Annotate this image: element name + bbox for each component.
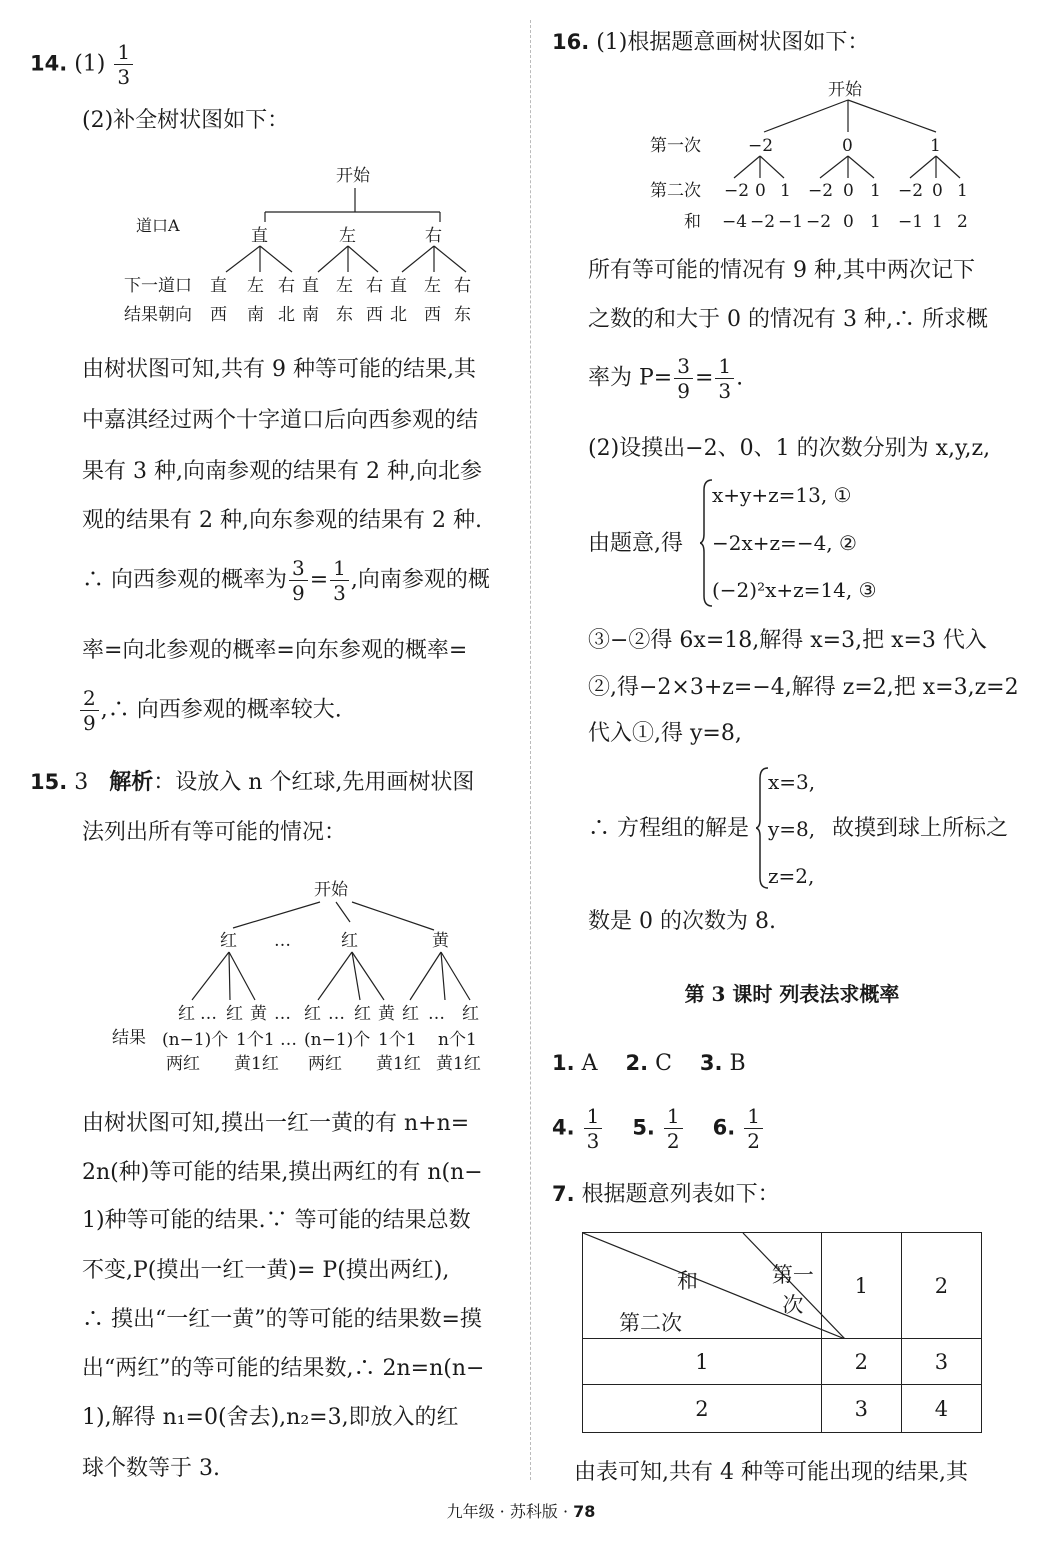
q15-text-line: 出“两红”的等可能的结果数,∴ 2n=n(n− [82,1356,485,1381]
section-title: 第 3 课时 列表法求概率 [684,982,900,1006]
q15-text-line: 1)种等可能的结果.∵ 等可能的结果总数 [82,1208,471,1233]
q16-equation: −2x+z=−4, ② [712,531,857,555]
q15-tree-node: 红 [304,1004,321,1024]
fraction-numerator: 1 [715,354,734,379]
table-row [583,1339,982,1385]
q15-tree-result: 黄1红 [234,1054,279,1074]
answer-number: 3. [699,1051,723,1075]
table-row-header: 2 [583,1385,822,1433]
page-footer [0,1499,1042,1522]
answer-number: 6. [712,1115,736,1140]
q14-tree-node: 右 [366,276,383,296]
q16-part1 [552,32,869,54]
table-cell: 2 [821,1339,901,1385]
page-number: 78 [573,1502,596,1521]
answers-row-2 [552,1104,765,1153]
q16-text-line: 数是 0 的次数为 8. [588,909,776,934]
q15-tree-node: … [428,1004,445,1024]
q14-tree-node: 左 [247,276,264,296]
q16-tree-node: −2 [724,181,750,201]
q14-part2-label: (2)补全树状图如下： [82,108,290,133]
q14-tree-result: 西 [366,305,383,325]
table-row-header: 1 [583,1339,822,1385]
answer-value: B [729,1051,746,1076]
q16-solution-suffix: 故摸到球上所标之 [832,816,1009,841]
q14-text-line: 中嘉淇经过两个十字道口后向西参观的结 [82,408,479,433]
fraction-denominator: 9 [292,581,305,605]
answer-value: A [581,1051,598,1076]
q14-tree-result: 西 [210,305,227,325]
q14-tree-result: 南 [302,305,319,325]
answer-number: 5. [632,1115,655,1140]
q15-tree-node: 红 [226,1004,243,1024]
q16-tree-node: −1 [898,212,924,232]
fraction-denominator: 3 [333,581,346,605]
q16-tree-node: 1 [957,181,968,201]
q14-text-line: 果有 3 种,向南参观的结果有 2 种,向北参 [82,459,482,484]
q16-tree-node: 1 [932,212,943,232]
fraction-numerator: 1 [114,40,133,65]
q15-analysis-label: 解析 [109,770,154,795]
q14-tree-result: 西 [424,305,441,325]
q14-tree-node: 右 [278,276,295,296]
q16-tree-node: 1 [780,181,791,201]
q16-tree-node: 0 [843,212,854,232]
q16-equation: (−2)²x+z=14, ③ [712,578,877,602]
q15-header [30,772,474,794]
q14-tree-node: 右 [425,226,442,246]
q16-probability: 率为 P= $\frac{3}{9}$ = $\frac{1}{3}$ . [588,354,744,403]
fraction [289,556,308,605]
fraction [674,354,693,403]
q16-tree-node: 2 [957,212,968,232]
table-col-header: 2 [901,1233,981,1339]
q15-tree-node: 黄 [378,1004,395,1024]
q15-tree-result-label: 结果 [112,1028,146,1048]
fraction-denominator: 9 [83,711,96,735]
q16-tree-node: −1 [778,212,804,232]
fraction-numerator: 3 [289,556,308,581]
q15-tree-result: (n−1)个 [304,1030,371,1050]
fraction-numerator: 1 [664,1104,683,1129]
q15-tree-result: … [280,1030,297,1050]
q7-text-line: 由表可知,共有 4 种等可能出现的结果,其 [574,1460,968,1485]
q16-tree-node: 1 [870,212,881,232]
q15-tree-result: 两红 [166,1054,200,1074]
q15-text-line: 球个数等于 3. [82,1456,220,1481]
q16-tree-node: 0 [842,136,853,156]
q14-conclusion-3 [78,686,342,735]
q14-tree-node: 左 [339,226,356,246]
answer-fraction [744,1104,763,1153]
q16-tree-node: −2 [808,181,834,201]
q14-tree-level1-label: 道口A [136,216,180,235]
fraction-denominator: 9 [677,379,690,403]
q14-tree-node: 直 [251,226,268,246]
q15-tree-node: 红 [354,1004,371,1024]
table-cell: 3 [901,1339,981,1385]
q15-tree-node: 黄 [432,931,449,951]
q14-number: 14. [30,51,68,76]
q15-text-line: 2n(种)等可能的结果,摸出两红的有 n(n− [82,1160,483,1185]
q16-tree-lines [552,70,1032,190]
answer-number: 1. [552,1051,575,1075]
q15-text-line: ：设放入 n 个红球,先用画树状图 [153,770,475,795]
q7-table [582,1232,982,1433]
q16-text-line: 所有等可能的情况有 9 种,其中两次记下 [588,258,975,283]
q16-tree-node: −2 [748,136,774,156]
q15-tree-node: … [274,1004,291,1024]
q16-tree-node: 0 [755,181,766,201]
q15-text-line: ∴ 摸出“一红一黄”的等可能的结果数=摸 [82,1307,482,1332]
q15-tree-result: 1个1 [378,1030,417,1050]
q15-number: 15. [30,770,68,794]
table-corner-top: 第一次 [771,1263,814,1317]
q16-tree-root: 开始 [828,80,862,100]
q14-conclusion-text: ∴ 向西参观的概率为 [82,567,287,593]
q16-tree-node: −2 [898,181,924,201]
fraction-numerator: 1 [744,1104,763,1129]
q16-tree-node: −2 [806,212,832,232]
fraction-numerator: 1 [584,1104,603,1129]
q14-tree-result: 东 [454,305,471,325]
q14-tree-result-label: 结果朝向 [124,305,192,325]
fraction-numerator: 2 [80,686,99,711]
q14-tree-result: 北 [278,305,295,325]
q15-tree-node: … [274,931,291,951]
fraction [80,686,99,735]
q15-tree-node: 红 [462,1004,479,1024]
q7-text: 根据题意列表如下： [581,1182,780,1207]
q16-text-line: 之数的和大于 0 的情况有 3 种,∴ 所求概 [588,307,988,332]
q14-tree-node: 直 [390,276,407,296]
q14-tree-node: 直 [210,276,227,296]
q16-equation: x+y+z=13, ① [712,483,852,507]
table-corner-mid: 和 [677,1269,698,1293]
q15-tree-node: 红 [341,931,358,951]
q16-tree-node: −2 [750,212,776,232]
q14-conclusion-2: 率=向北参观的概率=向东参观的概率= [82,638,468,663]
fraction-denominator: 3 [117,65,131,89]
q14-tree-node: 左 [424,276,441,296]
q14-tree-level2-label: 下一道口 [124,276,192,296]
q14-conclusion-text: ,向南参观的概 [350,567,490,593]
q15-tree-result: n个1 [438,1030,477,1050]
q16-text-line: ②,得−2×3+z=−4,解得 z=2,把 x=3,z=2 [588,675,1019,700]
fraction-denominator: 3 [718,379,732,403]
q15-tree-result: (n−1)个 [162,1030,229,1050]
q15-tree-node: 红 [402,1004,419,1024]
column-divider [530,20,531,1480]
q15-tree-result: 1个1 [236,1030,275,1050]
answer-value: C [655,1051,672,1076]
q15-tree-node: … [200,1004,217,1024]
q14-tree-node: 直 [302,276,319,296]
q16-tree-node: −4 [722,212,748,232]
q14-tree-node: 左 [336,276,353,296]
q16-tree-node: 0 [843,181,854,201]
q16-tree-node: 1 [930,136,941,156]
q15-tree-result: 黄1红 [376,1054,421,1074]
q14-tree-node: 右 [454,276,471,296]
q14-part1-fraction [114,40,133,89]
fraction [330,556,349,605]
answer-fraction [664,1104,683,1153]
q16-probability-text: 率为 P= [588,365,673,391]
fraction-denominator: 3 [586,1129,600,1153]
q16-solution-prefix: ∴ 方程组的解是 [588,816,749,841]
q15-tree-result: 两红 [308,1054,342,1074]
footer-text: 九年级 · 苏科版 · [446,1502,574,1521]
answer-number: 2. [625,1051,649,1075]
q16-number: 16. [552,30,590,54]
fraction [715,354,734,403]
q16-part1-text: (1)根据题意画树状图如下： [596,30,870,55]
q15-text-line: 1),解得 n₁=0(舍去),n₂=3,即放入的红 [82,1405,459,1430]
q14-part1-label: (1) [74,51,106,77]
table-cell: 3 [821,1385,901,1433]
q15-tree-root: 开始 [314,880,348,900]
q14-conclusion-text: ,∴ 向西参观的概率较大. [100,697,342,723]
q16-system-prefix: 由题意,得 [588,531,683,556]
table-cell: 4 [901,1385,981,1433]
q14-conclusion-1: ∴ 向西参观的概率为 $\frac{3}{9}$ = $\frac{1}{3}$ ,向南参观的概 [82,556,490,605]
answer-fraction [584,1104,603,1153]
q15-tree-result: 黄1红 [436,1054,481,1074]
q14-text-line: 由树状图可知,共有 9 种等可能的结果,其 [82,357,476,382]
q14-tree-root: 开始 [336,166,370,186]
q16-tree-node: 1 [870,181,881,201]
q15-tree-node: 黄 [250,1004,267,1024]
answer-number: 4. [552,1115,575,1140]
q16-text-line: ③−②得 6x=18,解得 x=3,把 x=3 代入 [588,628,987,653]
fraction-numerator: 3 [674,354,693,379]
table-col-header: 1 [821,1233,901,1339]
table-row [583,1233,982,1339]
q15-text-line: 法列出所有等可能的情况： [82,820,347,845]
q16-tree-node: 0 [932,181,943,201]
q16-solution-value: y=8, [768,817,816,841]
q14-tree-result: 北 [390,305,407,325]
q16-solution-value: z=2, [768,864,815,888]
q15-answer: 3 [74,770,89,795]
answers-row-1 [552,1053,746,1075]
q14-tree-result: 南 [247,305,264,325]
q14-part1 [30,40,135,89]
q15-tree-node: 红 [178,1004,195,1024]
q15-text-line: 由树状图可知,摸出一红一黄的有 n+n= [82,1111,470,1136]
q16-solution-value: x=3, [768,770,816,794]
q16-tree-row3-label: 和 [684,212,701,232]
q15-tree-node: 红 [220,931,237,951]
fraction-denominator: 2 [666,1129,680,1153]
q15-text-line: 不变,P(摸出一红一黄)= P(摸出两红), [82,1258,450,1283]
q7-header [552,1184,780,1206]
table-corner-bottom: 第二次 [619,1311,682,1335]
fraction-denominator: 2 [747,1129,760,1153]
q14-text-line: 观的结果有 2 种,向东参观的结果有 2 种. [82,508,482,533]
q14-tree-result: 东 [336,305,353,325]
table-corner-cell [583,1233,822,1339]
fraction-numerator: 1 [330,556,349,581]
q16-tree-row2-label: 第二次 [650,181,701,201]
q16-tree-row1-label: 第一次 [650,136,701,156]
q7-number: 7. [552,1182,575,1206]
table-row [583,1385,982,1433]
q16-text-line: 代入①,得 y=8, [588,721,742,746]
q15-tree-node: … [328,1004,345,1024]
q16-part2: (2)设摸出−2、0、1 的次数分别为 x,y,z, [588,436,991,461]
